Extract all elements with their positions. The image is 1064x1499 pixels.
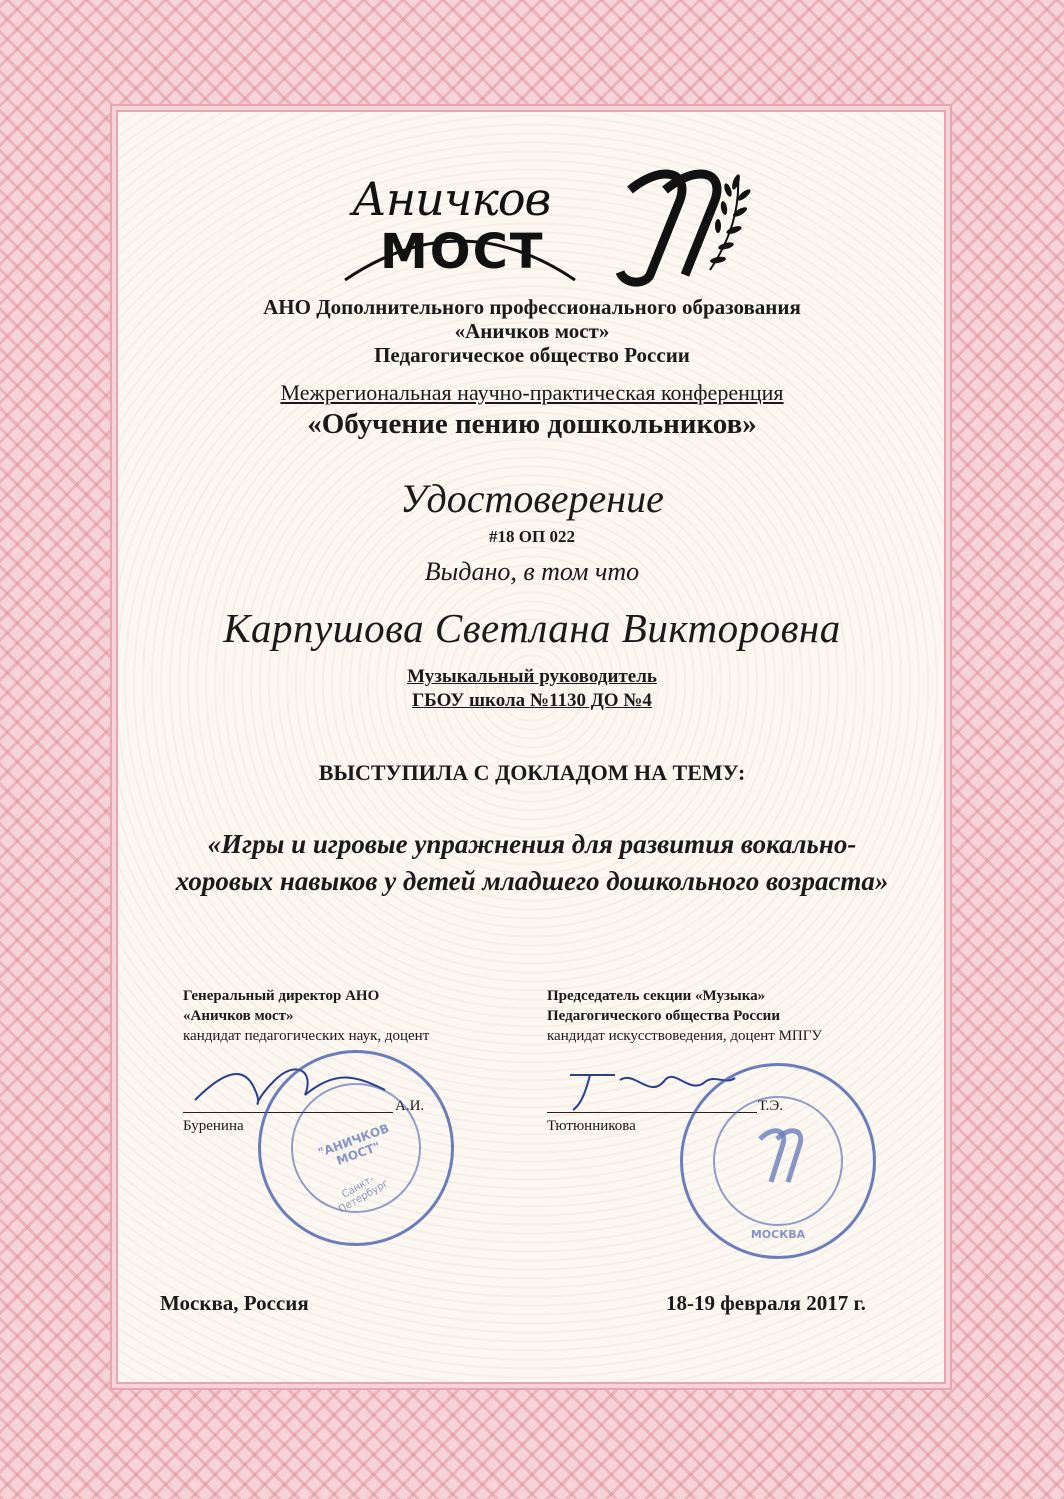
logo-word-anichkov: Аничков — [352, 172, 551, 226]
right-signatory-title-1: Председатель секции «Музыка» — [547, 988, 766, 1004]
recipient-position: Музыкальный руководитель — [407, 666, 657, 687]
left-round-stamp — [258, 1050, 454, 1246]
left-signatory-initials: А.И. — [395, 1098, 425, 1114]
left-signatory-title-1: Генеральный директор АНО — [183, 988, 380, 1004]
right-signatory-block — [547, 986, 907, 1046]
right-stamp-city: МОСКВА — [750, 1228, 806, 1241]
topic-line-1: «Игры и игровые упражнения для развития вокально- — [207, 829, 857, 859]
org-line-1: АНО Дополнительного профессионального образования — [263, 295, 801, 319]
anichkov-most-logo — [340, 172, 590, 284]
conference-line: Межрегиональная научно-практическая конференция — [280, 380, 784, 405]
right-stamp-emblem-icon — [745, 1124, 811, 1194]
right-round-stamp — [680, 1063, 876, 1259]
footer-place: Москва, Россия — [160, 1291, 309, 1315]
logo-bridge-arc — [340, 212, 590, 284]
right-signatory-surname: Тютюнникова — [547, 1118, 636, 1134]
topic-line-2: хоровых навыков у детей младшего дошкольного возраста» — [175, 866, 889, 896]
left-signatory-degree: кандидат педагогических наук, доцент — [183, 1028, 430, 1044]
logo-word-most: МОСТ — [380, 224, 545, 280]
org-line-3: Педагогическое общество России — [374, 343, 690, 367]
recipient-organization: ГБОУ школа №1130 ДО №4 — [412, 690, 652, 711]
left-stamp-city: Санкт-Петербург — [336, 1173, 391, 1216]
right-signatory-title-2: Педагогического общества России — [547, 1008, 780, 1024]
left-stamp-center-text: "АНИЧКОВ МОСТ" — [316, 1121, 391, 1168]
certificate-title: Удостоверение — [400, 476, 664, 521]
left-signatory-surname: Буренина — [183, 1118, 244, 1134]
recipient-name: Карпушова Светлана Викторовна — [223, 605, 841, 651]
left-signatory-block — [183, 986, 513, 1046]
certificate-number: #18 ОП 022 — [489, 527, 575, 546]
left-signatory-title-2: «Аничков мост» — [183, 1008, 294, 1024]
org-line-2: «Аничков мост» — [454, 319, 610, 343]
statement-heading: ВЫСТУПИЛА С ДОКЛАДОМ НА ТЕМУ: — [318, 760, 746, 785]
pedagogical-society-emblem-icon — [590, 160, 770, 290]
conference-title: «Обучение пению дошкольников» — [307, 408, 757, 440]
footer-date: 18-19 февраля 2017 г. — [666, 1291, 866, 1315]
right-signatory-degree: кандидат искусствоведения, доцент МПГУ — [547, 1028, 823, 1044]
issued-to-label: Выдано, в том что — [424, 557, 640, 586]
right-signatory-initials: Т.Э. — [758, 1098, 784, 1114]
